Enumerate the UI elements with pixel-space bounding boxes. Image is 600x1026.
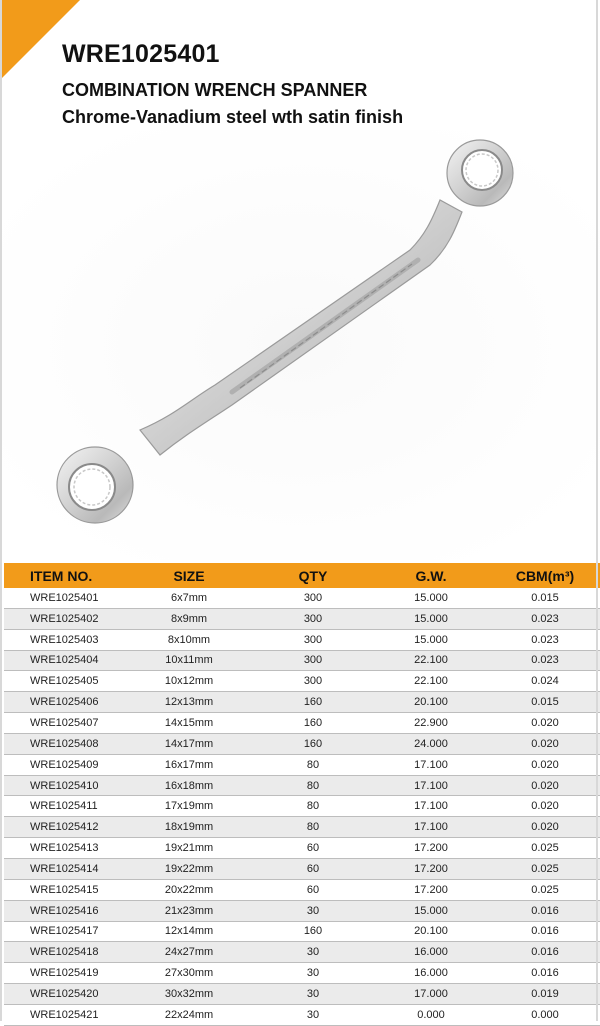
gw-cell: 15.000 bbox=[372, 588, 490, 608]
qty-cell: 30 bbox=[254, 984, 372, 1005]
gw-cell: 17.200 bbox=[372, 858, 490, 879]
gw-cell: 17.100 bbox=[372, 775, 490, 796]
cbm-cell: 0.015 bbox=[490, 692, 600, 713]
item-no-cell: WRE1025402 bbox=[4, 608, 124, 629]
spec-table bbox=[4, 563, 600, 1026]
table-row bbox=[4, 838, 600, 859]
product-image bbox=[0, 130, 600, 560]
cbm-cell: 0.025 bbox=[490, 838, 600, 859]
table-row bbox=[4, 629, 600, 650]
column-header-qty: QTY bbox=[254, 563, 372, 588]
item-no-cell: WRE1025414 bbox=[4, 858, 124, 879]
cbm-cell: 0.025 bbox=[490, 879, 600, 900]
table-row bbox=[4, 692, 600, 713]
qty-cell: 160 bbox=[254, 921, 372, 942]
table-row bbox=[4, 1004, 600, 1025]
item-no-cell: WRE1025407 bbox=[4, 713, 124, 734]
size-cell: 21x23mm bbox=[124, 900, 254, 921]
size-cell: 18x19mm bbox=[124, 817, 254, 838]
qty-cell: 300 bbox=[254, 629, 372, 650]
cbm-cell: 0.020 bbox=[490, 775, 600, 796]
column-header-size: SIZE bbox=[124, 563, 254, 588]
item-no-cell: WRE1025412 bbox=[4, 817, 124, 838]
item-no-cell: WRE1025419 bbox=[4, 963, 124, 984]
qty-cell: 80 bbox=[254, 796, 372, 817]
table-row bbox=[4, 754, 600, 775]
item-no-cell: WRE1025417 bbox=[4, 921, 124, 942]
size-cell: 10x12mm bbox=[124, 671, 254, 692]
size-cell: 6x7mm bbox=[124, 588, 254, 608]
qty-cell: 30 bbox=[254, 1004, 372, 1025]
product-description: Chrome-Vanadium steel wth satin finish bbox=[62, 107, 404, 127]
cbm-cell: 0.020 bbox=[490, 796, 600, 817]
table-row bbox=[4, 608, 600, 629]
table-row bbox=[4, 963, 600, 984]
size-cell: 19x22mm bbox=[124, 858, 254, 879]
table-row bbox=[4, 900, 600, 921]
spec-table-header bbox=[4, 563, 600, 588]
qty-cell: 60 bbox=[254, 858, 372, 879]
gw-cell: 15.000 bbox=[372, 900, 490, 921]
cbm-cell: 0.000 bbox=[490, 1004, 600, 1025]
gw-cell: 17.100 bbox=[372, 754, 490, 775]
cbm-cell: 0.025 bbox=[490, 858, 600, 879]
cbm-cell: 0.016 bbox=[490, 963, 600, 984]
wrench-image bbox=[0, 130, 600, 560]
column-header-item-no: ITEM NO. bbox=[4, 563, 124, 588]
gw-cell: 0.000 bbox=[372, 1004, 490, 1025]
qty-cell: 80 bbox=[254, 754, 372, 775]
cbm-cell: 0.016 bbox=[490, 942, 600, 963]
qty-cell: 160 bbox=[254, 692, 372, 713]
size-cell: 22x24mm bbox=[124, 1004, 254, 1025]
size-cell: 20x22mm bbox=[124, 879, 254, 900]
size-cell: 27x30mm bbox=[124, 963, 254, 984]
item-no-cell: WRE1025401 bbox=[4, 588, 124, 608]
size-cell: 24x27mm bbox=[124, 942, 254, 963]
qty-cell: 60 bbox=[254, 838, 372, 859]
item-no-cell: WRE1025404 bbox=[4, 650, 124, 671]
table-row bbox=[4, 650, 600, 671]
gw-cell: 24.000 bbox=[372, 733, 490, 754]
spec-table-body bbox=[4, 588, 600, 1025]
gw-cell: 20.100 bbox=[372, 692, 490, 713]
item-no-cell: WRE1025416 bbox=[4, 900, 124, 921]
qty-cell: 300 bbox=[254, 671, 372, 692]
table-row bbox=[4, 671, 600, 692]
gw-cell: 17.200 bbox=[372, 879, 490, 900]
size-cell: 14x15mm bbox=[124, 713, 254, 734]
item-no-cell: WRE1025403 bbox=[4, 629, 124, 650]
gw-cell: 15.000 bbox=[372, 629, 490, 650]
gw-cell: 22.100 bbox=[372, 650, 490, 671]
cbm-cell: 0.023 bbox=[490, 629, 600, 650]
table-row bbox=[4, 858, 600, 879]
qty-cell: 30 bbox=[254, 900, 372, 921]
size-cell: 30x32mm bbox=[124, 984, 254, 1005]
cbm-cell: 0.015 bbox=[490, 588, 600, 608]
item-no-cell: WRE1025405 bbox=[4, 671, 124, 692]
gw-cell: 16.000 bbox=[372, 942, 490, 963]
qty-cell: 30 bbox=[254, 963, 372, 984]
qty-cell: 300 bbox=[254, 608, 372, 629]
item-no-cell: WRE1025411 bbox=[4, 796, 124, 817]
cbm-cell: 0.020 bbox=[490, 713, 600, 734]
size-cell: 8x10mm bbox=[124, 629, 254, 650]
table-row bbox=[4, 879, 600, 900]
gw-cell: 17.000 bbox=[372, 984, 490, 1005]
qty-cell: 80 bbox=[254, 775, 372, 796]
cbm-cell: 0.016 bbox=[490, 921, 600, 942]
size-cell: 12x13mm bbox=[124, 692, 254, 713]
size-cell: 14x17mm bbox=[124, 733, 254, 754]
gw-cell: 20.100 bbox=[372, 921, 490, 942]
qty-cell: 30 bbox=[254, 942, 372, 963]
size-cell: 19x21mm bbox=[124, 838, 254, 859]
table-row bbox=[4, 921, 600, 942]
table-row bbox=[4, 942, 600, 963]
cbm-cell: 0.020 bbox=[490, 733, 600, 754]
column-header-cbm: CBM(m³) bbox=[490, 563, 600, 588]
cbm-cell: 0.016 bbox=[490, 900, 600, 921]
table-row bbox=[4, 817, 600, 838]
column-header-gw: G.W. bbox=[372, 563, 490, 588]
qty-cell: 300 bbox=[254, 588, 372, 608]
item-no-cell: WRE1025409 bbox=[4, 754, 124, 775]
product-name: COMBINATION WRENCH SPANNER bbox=[62, 80, 368, 100]
item-no-cell: WRE1025415 bbox=[4, 879, 124, 900]
item-no-cell: WRE1025421 bbox=[4, 1004, 124, 1025]
item-no-cell: WRE1025420 bbox=[4, 984, 124, 1005]
size-cell: 8x9mm bbox=[124, 608, 254, 629]
item-no-cell: WRE1025410 bbox=[4, 775, 124, 796]
qty-cell: 80 bbox=[254, 817, 372, 838]
item-code-title: WRE1025401 bbox=[62, 40, 220, 68]
size-cell: 16x18mm bbox=[124, 775, 254, 796]
gw-cell: 17.200 bbox=[372, 838, 490, 859]
cbm-cell: 0.019 bbox=[490, 984, 600, 1005]
item-no-cell: WRE1025406 bbox=[4, 692, 124, 713]
qty-cell: 160 bbox=[254, 733, 372, 754]
gw-cell: 17.100 bbox=[372, 817, 490, 838]
cbm-cell: 0.023 bbox=[490, 650, 600, 671]
size-cell: 12x14mm bbox=[124, 921, 254, 942]
table-row bbox=[4, 588, 600, 608]
size-cell: 17x19mm bbox=[124, 796, 254, 817]
table-row bbox=[4, 713, 600, 734]
gw-cell: 22.100 bbox=[372, 671, 490, 692]
cbm-cell: 0.020 bbox=[490, 754, 600, 775]
gw-cell: 16.000 bbox=[372, 963, 490, 984]
cbm-cell: 0.023 bbox=[490, 608, 600, 629]
gw-cell: 15.000 bbox=[372, 608, 490, 629]
table-row bbox=[4, 984, 600, 1005]
item-no-cell: WRE1025418 bbox=[4, 942, 124, 963]
size-cell: 10x11mm bbox=[124, 650, 254, 671]
gw-cell: 17.100 bbox=[372, 796, 490, 817]
table-row bbox=[4, 775, 600, 796]
qty-cell: 300 bbox=[254, 650, 372, 671]
item-no-cell: WRE1025408 bbox=[4, 733, 124, 754]
size-cell: 16x17mm bbox=[124, 754, 254, 775]
qty-cell: 160 bbox=[254, 713, 372, 734]
item-no-cell: WRE1025413 bbox=[4, 838, 124, 859]
table-row bbox=[4, 733, 600, 754]
gw-cell: 22.900 bbox=[372, 713, 490, 734]
cbm-cell: 0.020 bbox=[490, 817, 600, 838]
qty-cell: 60 bbox=[254, 879, 372, 900]
table-row bbox=[4, 796, 600, 817]
cbm-cell: 0.024 bbox=[490, 671, 600, 692]
